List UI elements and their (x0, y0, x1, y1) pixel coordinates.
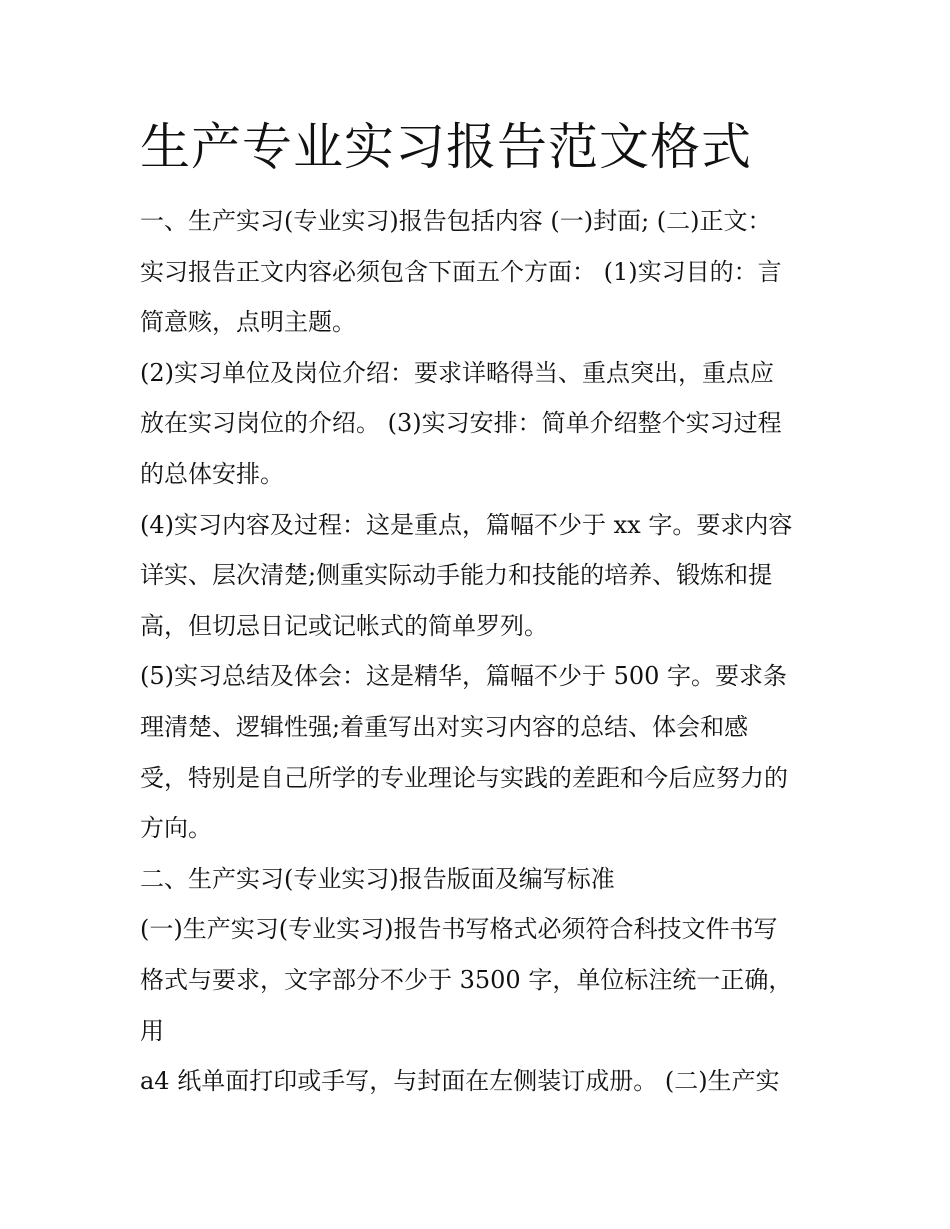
text-line-12: 受，特别是自己所学的专业理论与实践的差距和今后应努力的 (140, 763, 788, 792)
text-line-8: 详实、层次清楚;侧重实际动手能力和技能的培养、锻炼和提 (140, 561, 773, 590)
text-line-6: 的总体安排。 (140, 459, 284, 488)
text-line-3: 简意赅，点明主题。 (140, 308, 356, 337)
text-line-9: 高，但切忌日记或记帐式的简单罗列。 (140, 611, 548, 640)
document-title: 生产专业实习报告范文格式 (140, 118, 752, 176)
text-line-2: 实习报告正文内容必须包含下面五个方面： (1)实习目的：言 (140, 257, 782, 286)
text-line-7: (4)实习内容及过程：这是重点，篇幅不少于 xx 字。要求内容 (140, 510, 793, 539)
text-line-5: 放在实习岗位的介绍。 (3)实习安排：简单介绍整个实习过程 (140, 409, 782, 438)
text-line-4: (2)实习单位及岗位介绍：要求详略得当、重点突出，重点应 (140, 358, 774, 387)
text-line-10: (5)实习总结及体会：这是精华，篇幅不少于 500 字。要求条 (140, 662, 788, 691)
text-line-14: 二、生产实习(专业实习)报告版面及编写标准 (140, 864, 615, 893)
text-line-11: 理清楚、逻辑性强;着重写出对实习内容的总结、体会和感 (140, 712, 749, 741)
text-line-15: (一)生产实习(专业实习)报告书写格式必须符合科技文件书写 (140, 915, 778, 944)
text-line-17: 用 (140, 1016, 164, 1045)
text-line-13: 方向。 (140, 814, 212, 843)
document-body (140, 196, 830, 1107)
text-line-16: 格式与要求，文字部分不少于 3500 字，单位标注统一正确， (140, 965, 793, 994)
text-line-1: 一、生产实习(专业实习)报告包括内容 (一)封面; (二)正文： (140, 207, 772, 235)
text-line-18: a4 纸单面打印或手写，与封面在左侧装订成册。 (二)生产实 (140, 1067, 780, 1096)
